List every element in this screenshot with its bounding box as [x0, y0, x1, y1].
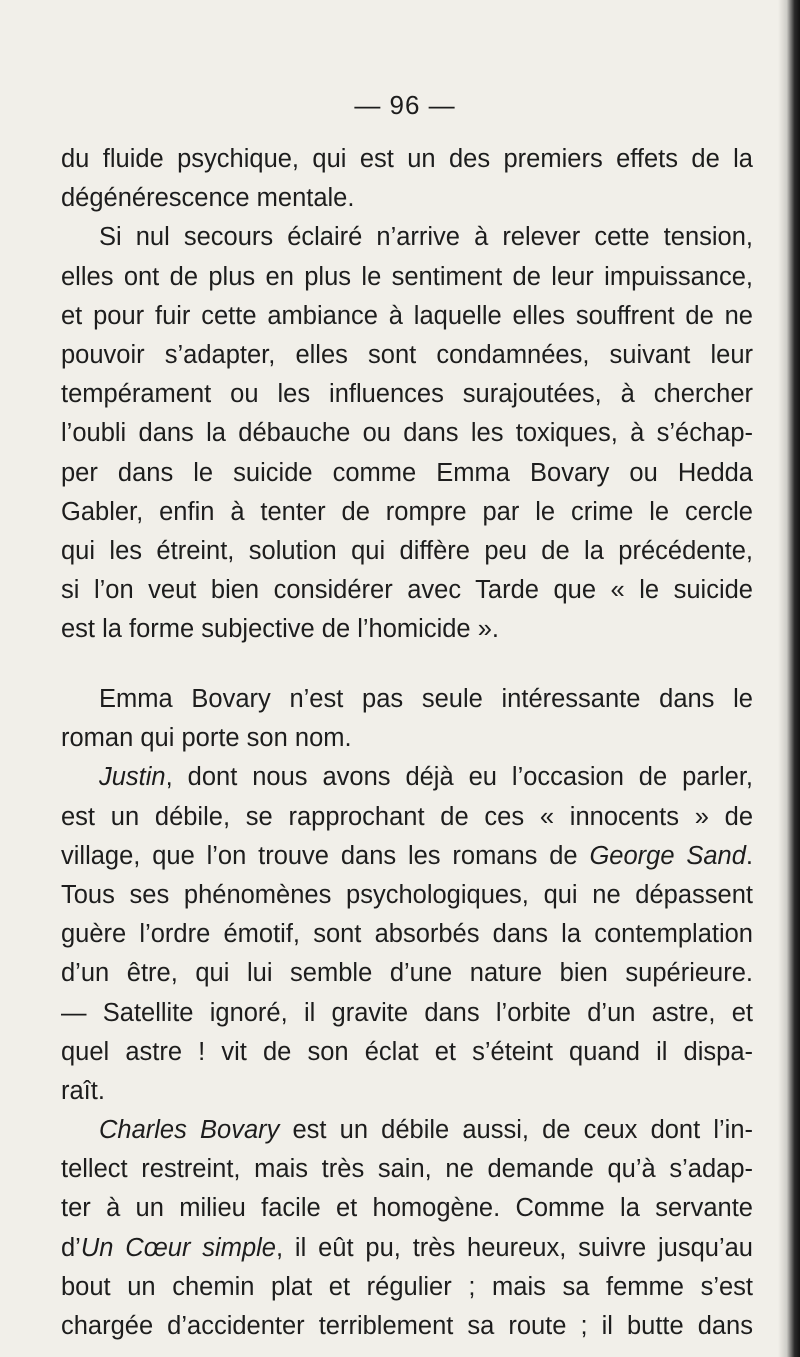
- text-line: et pour fuir cette ambiance à laquelle elles souffrent de ne: [61, 301, 753, 330]
- text-line: du fluide psychique, qui est un des premiers effets de la: [61, 145, 753, 173]
- text-line: Justin, dont nous avons déjà eu l’occasion de parler,: [99, 763, 753, 792]
- body-text-upper: [61, 140, 753, 649]
- text-line: dégénérescence mentale.: [61, 184, 355, 213]
- text-line: Charles Bovary est un débile aussi, de ceux dont l’in-: [99, 1116, 753, 1145]
- text-line: Gabler, enfin à tenter de rompre par le crime le cercle: [61, 497, 753, 526]
- text-line: d’un être, qui lui semble d’une nature bien supérieure.: [61, 959, 753, 988]
- page-number: — 96 —: [354, 90, 456, 120]
- text-line: guère l’ordre émotif, sont absorbés dans la contemplation: [61, 920, 753, 949]
- text-line: tempérament ou les influences surajoutées, à chercher: [61, 380, 753, 409]
- text-line: Emma Bovary n’est pas seule intéressante dans le: [99, 685, 753, 713]
- text-line: elles ont de plus en plus le sentiment de leur impuissance,: [61, 262, 753, 291]
- character-name-justin: Justin: [99, 763, 166, 792]
- text-line: raît.: [61, 1076, 105, 1105]
- text-line: Si nul secours éclairé n’arrive à relever cette tension,: [99, 223, 753, 252]
- text-line: pouvoir s’adapter, elles sont condamnées, suivant leur: [61, 340, 753, 369]
- text-line: chargée d’accidenter terriblement sa route ; il butte dans: [61, 1312, 753, 1340]
- text-line: quel astre ! vit de son éclat et s’éteint quand il dispa-: [61, 1037, 753, 1066]
- text-line: roman qui porte son nom.: [61, 724, 352, 753]
- text-line: Tous ses phénomènes psychologiques, qui ne dépassent: [61, 880, 753, 909]
- text-line: qui les étreint, solution qui diffère peu de la précédente,: [61, 536, 753, 565]
- book-title-un-coeur-simple: Un Cœur simple: [80, 1233, 276, 1262]
- text-line: village, que l’on trouve dans les romans de George Sand.: [61, 841, 753, 870]
- text-line: tellect restreint, mais très sain, ne demande qu’à s’adap-: [61, 1155, 753, 1184]
- text-line: est la forme subjective de l’homicide ».: [61, 615, 499, 644]
- text-line: d’Un Cœur simple, il eût pu, très heureux, suivre jusqu’au: [61, 1233, 753, 1262]
- page-edge-shadow: [778, 0, 800, 1357]
- text-line: est un débile, se rapprochant de ces « innocents » de: [61, 802, 753, 831]
- text-line: — Satellite ignoré, il gravite dans l’orbite d’un astre, et: [61, 998, 753, 1027]
- text-line: si l’on veut bien considérer avec Tarde que « le suicide: [61, 576, 753, 605]
- text-line: ter à un milieu facile et homogène. Comme la servante: [61, 1194, 753, 1223]
- text-line: bout un chemin plat et régulier ; mais sa femme s’est: [61, 1272, 753, 1301]
- character-name-charles-bovary: Charles Bovary: [99, 1116, 280, 1145]
- body-text-lower: [61, 680, 753, 1346]
- text-line: per dans le suicide comme Emma Bovary ou Hedda: [61, 458, 753, 487]
- text-line: l’oubli dans la débauche ou dans les toxiques, à s’échap-: [61, 419, 753, 448]
- author-name-george-sand: George Sand: [589, 841, 746, 870]
